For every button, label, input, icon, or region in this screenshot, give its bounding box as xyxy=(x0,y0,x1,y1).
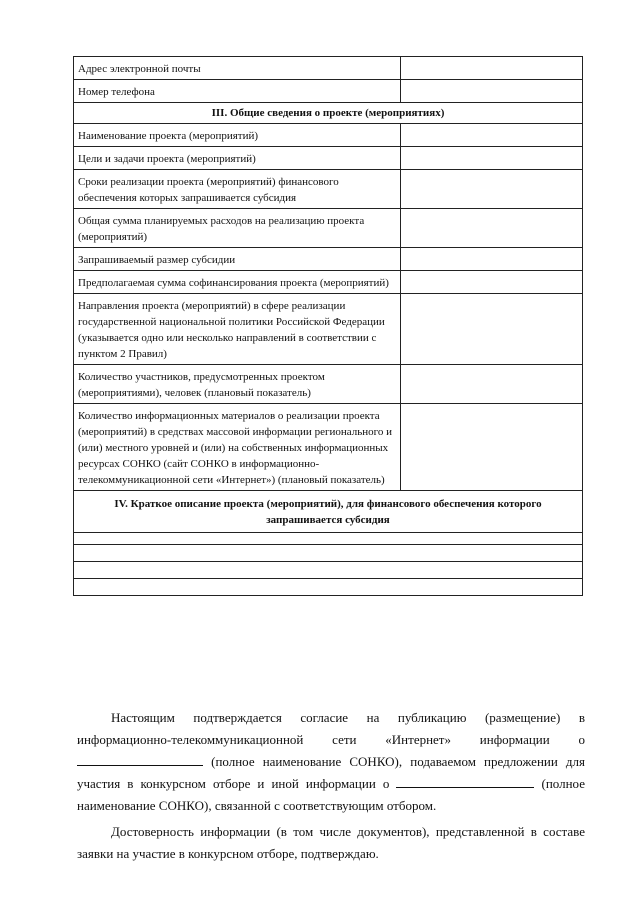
consent-text-block xyxy=(77,707,585,865)
row-value-cell xyxy=(401,209,583,248)
blank-underline xyxy=(396,774,534,788)
table-row xyxy=(74,404,583,491)
table-row xyxy=(74,124,583,147)
row-value-cell xyxy=(401,57,583,80)
table-row xyxy=(74,271,583,294)
blank-row xyxy=(74,562,583,579)
row-value-cell xyxy=(401,271,583,294)
consent-text-part2: (полное наименование СОНКО), подаваемом предложении для участия в конкурсном отборе и иной информации о xyxy=(77,754,585,791)
confirmation-paragraph: Достоверность информации (в том числе документов), представленной в составе заявки на участие в конкурсном отборе, подтверждаю. xyxy=(77,824,585,861)
table-row xyxy=(74,248,583,271)
row-value-cell xyxy=(401,404,583,491)
row-label: Номер телефона xyxy=(74,80,401,103)
table-row xyxy=(74,147,583,170)
blank-cell xyxy=(74,545,583,562)
row-label: Запрашиваемый размер субсидии xyxy=(74,248,401,271)
section-header-row xyxy=(74,103,583,124)
row-label: Количество информационных материалов о реализации проекта (мероприятий) в средствах массовой информации регионального и (или) местного уровней и (или) на собственных информационных ресурсах СОНКО (сайт СОНКО в информационно-телекоммуникационной сети «Интернет») (плановый показатель) xyxy=(74,404,401,491)
row-label: Сроки реализации проекта (мероприятий) финансового обеспечения которых запрашивается субсидия xyxy=(74,170,401,209)
table-row xyxy=(74,294,583,365)
row-label: Предполагаемая сумма софинансирования проекта (мероприятий) xyxy=(74,271,401,294)
row-value-cell xyxy=(401,80,583,103)
section-3-title: III. Общие сведения о проекте (мероприятиях) xyxy=(74,103,583,124)
table-row xyxy=(74,209,583,248)
blank-underline xyxy=(77,752,203,766)
row-label: Наименование проекта (мероприятий) xyxy=(74,124,401,147)
blank-cell xyxy=(74,562,583,579)
row-label: Направления проекта (мероприятий) в сфере реализации государственной национальной политики Российской Федерации (указывается одно или несколько направлений в соответствии с пунктом 2 Правил) xyxy=(74,294,401,365)
blank-cell xyxy=(74,533,583,545)
row-value-cell xyxy=(401,365,583,404)
row-label: Общая сумма планируемых расходов на реализацию проекта (мероприятий) xyxy=(74,209,401,248)
blank-row xyxy=(74,579,583,596)
consent-text-part3: (полное наименование СОНКО), связанной с соответствующим отбором. xyxy=(77,776,585,813)
table-row xyxy=(74,170,583,209)
blank-row xyxy=(74,533,583,545)
section-header-row xyxy=(74,491,583,533)
row-label: Цели и задачи проекта (мероприятий) xyxy=(74,147,401,170)
consent-text-part1: Настоящим подтверждается согласие на публикацию (размещение) в информационно-телекоммуникационной сети «Интернет» информации о xyxy=(77,710,585,747)
application-form-table xyxy=(73,56,583,596)
row-value-cell xyxy=(401,248,583,271)
blank-row xyxy=(74,545,583,562)
section-4-title: IV. Краткое описание проекта (мероприятий), для финансового обеспечения которого запрашивается субсидия xyxy=(74,491,583,533)
row-value-cell xyxy=(401,294,583,365)
row-value-cell xyxy=(401,170,583,209)
table-row xyxy=(74,80,583,103)
row-label: Количество участников, предусмотренных проектом (мероприятиями), человек (плановый показатель) xyxy=(74,365,401,404)
row-label: Адрес электронной почты xyxy=(74,57,401,80)
table-row xyxy=(74,365,583,404)
table-row xyxy=(74,57,583,80)
row-value-cell xyxy=(401,147,583,170)
blank-cell xyxy=(74,579,583,596)
row-value-cell xyxy=(401,124,583,147)
consent-paragraph xyxy=(77,707,585,817)
